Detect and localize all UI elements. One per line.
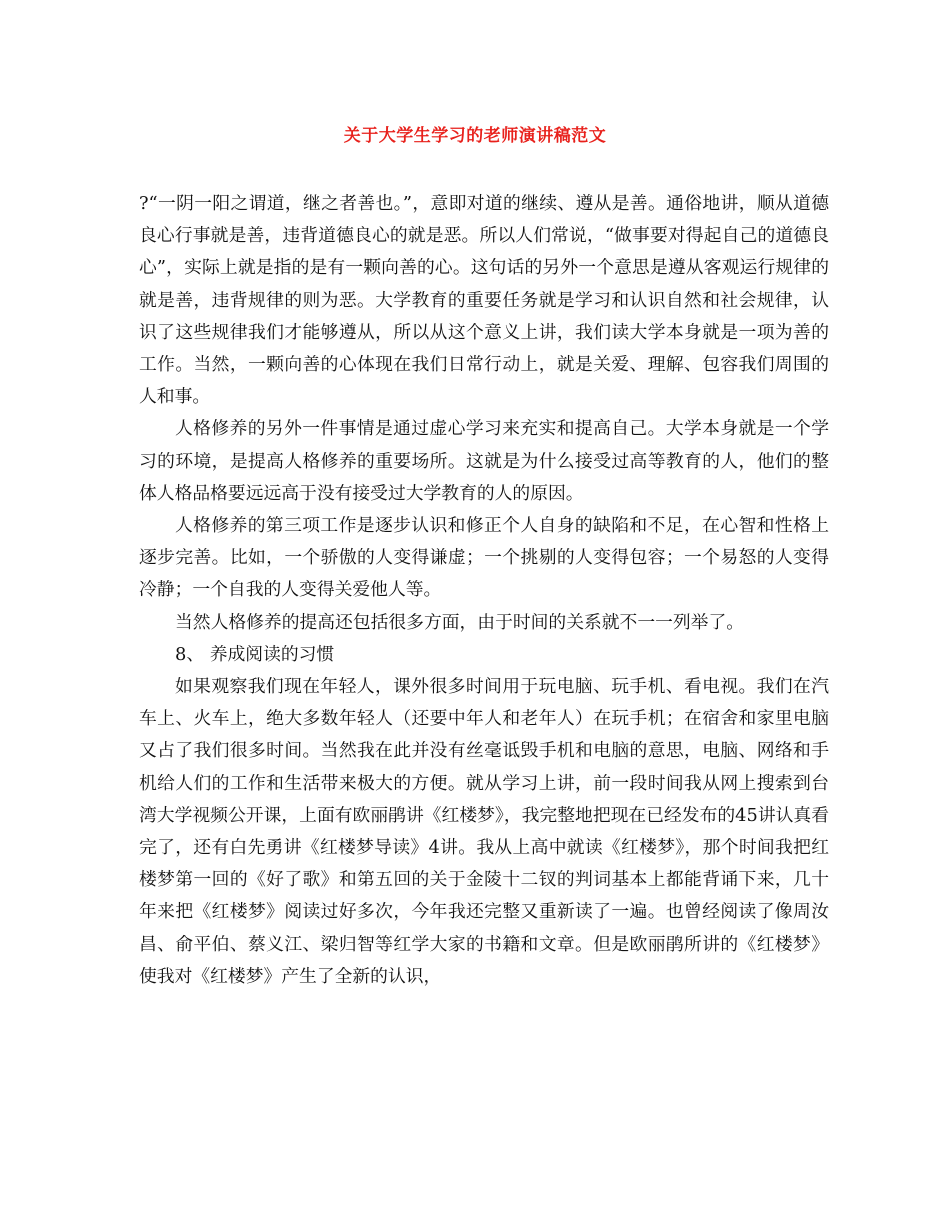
section-heading: 8、 养成阅读的习惯	[175, 643, 335, 665]
paragraph-3: 人格修养的第三项工作是逐步认识和修正个人自身的缺陷和不足，在心智和性格上逐步完善。比如，一个骄傲的人变得谦虚；一个挑剔的人变得包容；一个易怒的人变得冷静；一个自我的人变得关爱他人等。	[139, 515, 829, 601]
document-body	[139, 188, 829, 993]
paragraph-4: 当然人格修养的提高还包括很多方面，由于时间的关系就不一一列举了。	[175, 611, 745, 633]
paragraph-6: 如果观察我们现在年轻人，课外很多时间用于玩电脑、玩手机、看电视。我们在汽车上、火车上，绝大多数年轻人（还要中年人和老年人）在玩手机；在宿舍和家里电脑又占了我们很多时间。当然我在此并没有丝毫诋毁手机和电脑的意思，电脑、网络和手机给人们的工作和生活带来极大的方便。就从学习上讲，前一段时间我从网上搜索到台湾大学视频公开课，上面有欧丽鹃讲《红楼梦》，我完整地把现在已经发布的45讲认真看完了，还有白先勇讲《红楼梦导读》4讲。我从上高中就读《红楼梦》，那个时间我把红楼梦第一回的《好了歌》和第五回的关于金陵十二钗的判词基本上都能背诵下来，几十年来把《红楼梦》阅读过好多次，今年我还完整又重新读了一遍。也曾经阅读了像周汝昌、俞平伯、蔡义江、梁归智等红学大家的书籍和文章。但是欧丽鹃所讲的《红楼梦》使我对《红楼梦》产生了全新的认识，	[139, 676, 829, 987]
paragraph-1: ?“一阴一阳之谓道，继之者善也。”，意即对道的继续、遵从是善。通俗地讲，顺从道德良心行事就是善，违背道德良心的就是恶。所以人们常说，“做事要对得起自己的道德良心”，实际上就是指的是有一颗向善的心。这句话的另外一个意思是遵从客观运行规律的就是善，违背规律的则为恶。大学教育的重要任务就是学习和认识自然和社会规律，认识了这些规律我们才能够遵从，所以从这个意义上讲，我们读大学本身就是一项为善的工作。当然，一颗向善的心体现在我们日常行动上，就是关爱、理解、包容我们周围的人和事。	[139, 193, 829, 408]
document-title: 关于大学生学习的老师演讲稿范文	[343, 126, 607, 146]
paragraph-2: 人格修养的另外一件事情是通过虚心学习来充实和提高自己。大学本身就是一个学习的环境，是提高人格修养的重要场所。这就是为什么接受过高等教育的人，他们的整体人格品格要远远高于没有接受过大学教育的人的原因。	[139, 418, 829, 504]
